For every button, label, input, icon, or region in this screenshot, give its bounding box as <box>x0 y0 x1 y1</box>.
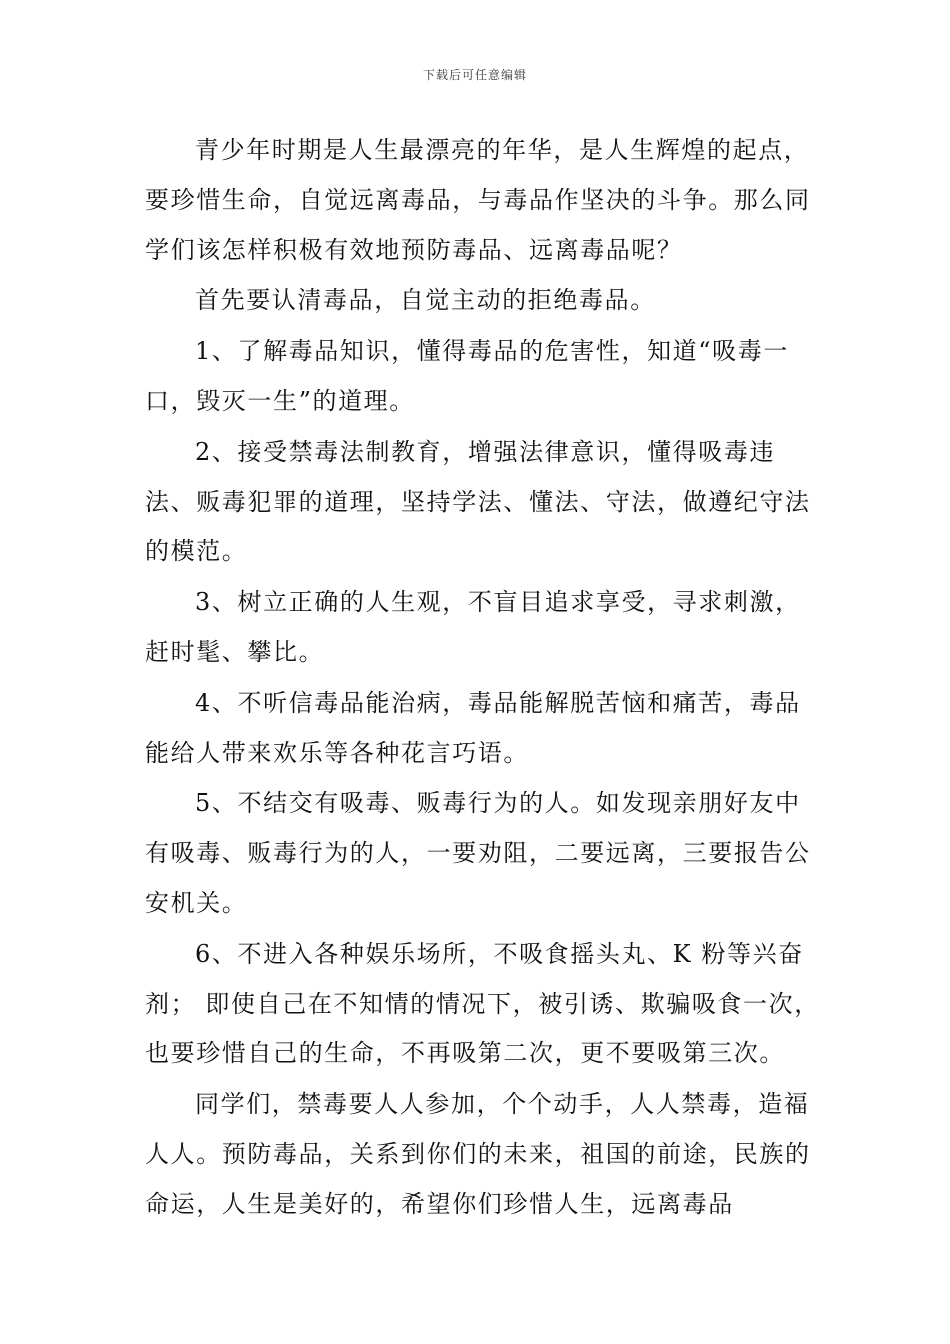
paragraph-item-2: 2、接受禁毒法制教育，增强法律意识，懂得吸毒违法、贩毒犯罪的道理，坚持学法、懂法、守法，做遵纪守法的模范。 <box>145 437 811 566</box>
paragraph-item-3: 3、树立正确的人生观，不盲目追求享受，寻求刺激，赶时髦、攀比。 <box>145 588 801 666</box>
paragraph-intro: 青少年时期是人生最漂亮的年华，是人生辉煌的起点，要珍惜生命，自觉远离毒品，与毒品作坚决的斗争。那么同学们该怎样积极有效地预防毒品、远离毒品呢？ <box>145 136 811 264</box>
paragraph-item-1: 1、了解毒品知识，懂得毒品的危害性，知道“吸毒一口，毁灭一生”的道理。 <box>145 337 789 415</box>
paragraph-item-5: 5、不结交有吸毒、贩毒行为的人。如发现亲朋好友中有吸毒、贩毒行为的人，一要劝阻，二要远离，三要报告公安机关。 <box>145 789 811 917</box>
paragraph-item-6: 6、不进入各种娱乐场所，不吸食摇头丸、K 粉等兴奋剂； 即使自己在不知情的情况下，被引诱、欺骗吸食一次，也要珍惜自己的生命，不再吸第二次，更不要吸第三次。 <box>145 939 820 1068</box>
document-body <box>145 126 825 1231</box>
paragraph-closing: 同学们，禁毒要人人参加，个个动手，人人禁毒，造福人人。预防毒品，关系到你们的未来，祖国的前途，民族的命运，人生是美好的，希望你们珍惜人生，远离毒品 <box>145 1090 811 1218</box>
paragraph-first-step: 首先要认清毒品，自觉主动的拒绝毒品。 <box>195 286 656 315</box>
paragraph-item-4: 4、不听信毒品能治病，毒品能解脱苦恼和痛苦，毒品能给人带来欢乐等各种花言巧语。 <box>145 688 801 767</box>
page-header: 下载后可任意编辑 <box>422 68 527 82</box>
